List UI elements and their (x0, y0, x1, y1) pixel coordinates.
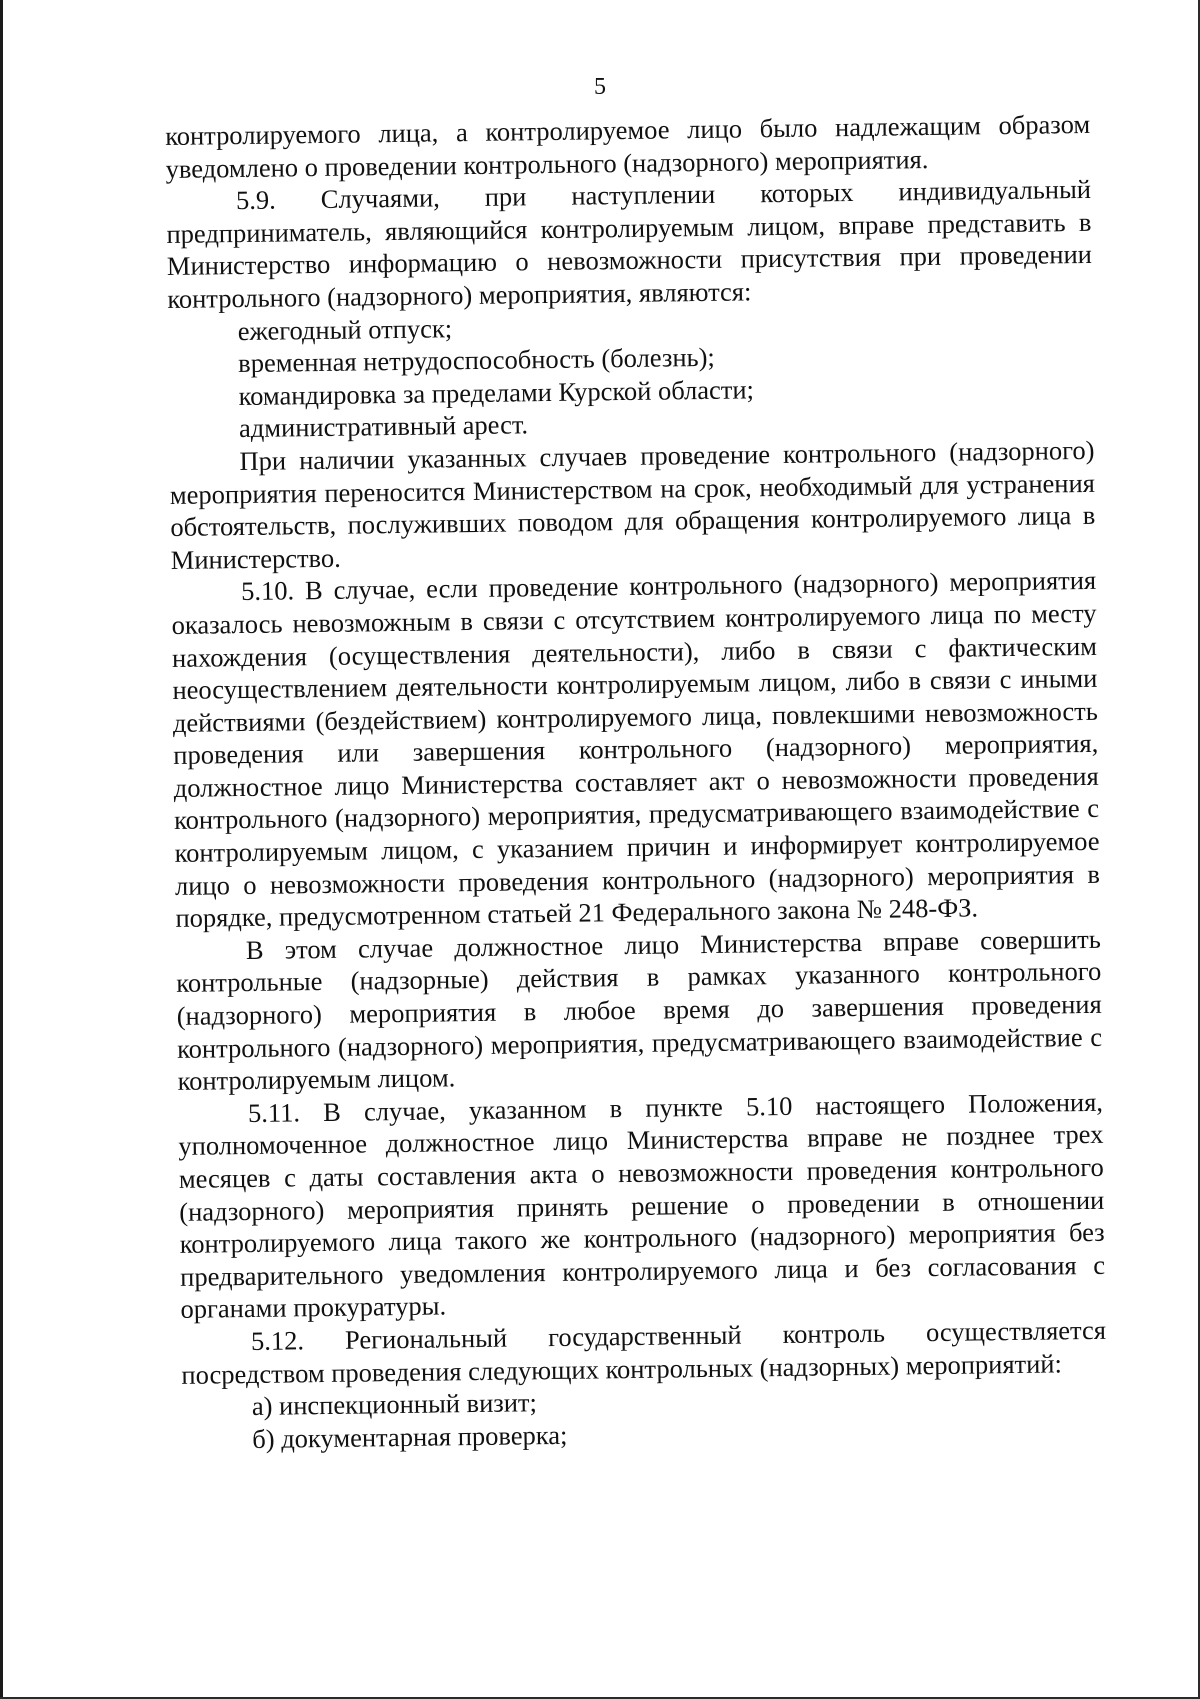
paragraph-5-11: 5.11. В случае, указанном в пункте 5.10 настоящего Положения, уполномоченное должностное лицо Министерства вправе не позднее трех месяцев с даты составления акта о невозможности проведения контрольного (надзорного) мероприятия принять решение о проведении в отношении контролируемого лица такого же контрольного (надзорного) мероприятия без предварительного уведомления контролируемого лица и без согласования с органами прокуратуры. (178, 1086, 1106, 1325)
paragraph-5-9: 5.9. Случаями, при наступлении которых индивидуальный предприниматель, являющийся контролируемым лицом, вправе представить в Министерство информацию о невозможности присутствия при проведении контрольного (надзорного) мероприятия, являются: (166, 174, 1093, 314)
absence-case-item: командировка за пределами Курской области; (238, 374, 755, 411)
paragraph-5-10: 5.10. В случае, если проведение контрольного (надзорного) мероприятия оказалось невозможным в связи с отсутствием контролируемого лица по месту нахождения (осуществления деятельности), либо в связи с фактическим неосуществлением деятельности контролируемым лицом, либо в связи с иными действиями (бездействием) контролируемого лица, повлекшими невозможность проведения или завершения контрольного (надзорного) мероприятия, должностное лицо Министерства составляет акт о невозможности проведения контрольного (надзорного) мероприятия, предусматривающего взаимодействие с контролируемым лицом, с указанием причин и информирует контролируемое лицо о невозможности проведения контрольного (надзорного) мероприятия в порядке, предусмотренном статьей 21 Федерального закона № 248-ФЗ. (171, 565, 1101, 934)
paragraph-5-12: 5.12. Региональный государственный контроль осуществляется посредством проведения следующих контрольных (надзорных) мероприятий: (181, 1314, 1107, 1390)
scan-edge-left (0, 0, 3, 1699)
document-body (165, 108, 1107, 1456)
absence-case-item: временная нетрудоспособность (болезнь); (237, 341, 716, 379)
control-measure-item: б) документарная проверка; (252, 1419, 568, 1454)
page-number: 5 (594, 74, 606, 100)
paragraph-postponement: При наличии указанных случаев проведение контрольного (надзорного) мероприятия переносится Министерством на срок, необходимый для устранения обстоятельств, послуживших поводом для обращения контролируемого лица в Министерство. (169, 434, 1096, 575)
control-measure-item: а) инспекционный визит; (251, 1387, 538, 1422)
paragraph-continuation: контролируемого лица, а контролируемое лицо было надлежащим образом уведомлено о проведении контрольного (надзорного) мероприятия. (165, 108, 1091, 184)
absence-case-item: административный арест. (238, 409, 529, 444)
paragraph-5-10-continuation: В этом случае должностное лицо Министерства вправе совершить контрольные (надзорные) действия в рамках указанного контрольного (надзорного) мероприятия в любое время до завершения проведения контрольного (надзорного) мероприятия, предусматривающего взаимодействие с контролируемым лицом. (176, 923, 1103, 1097)
absence-case-item: ежегодный отпуск; (237, 312, 453, 346)
